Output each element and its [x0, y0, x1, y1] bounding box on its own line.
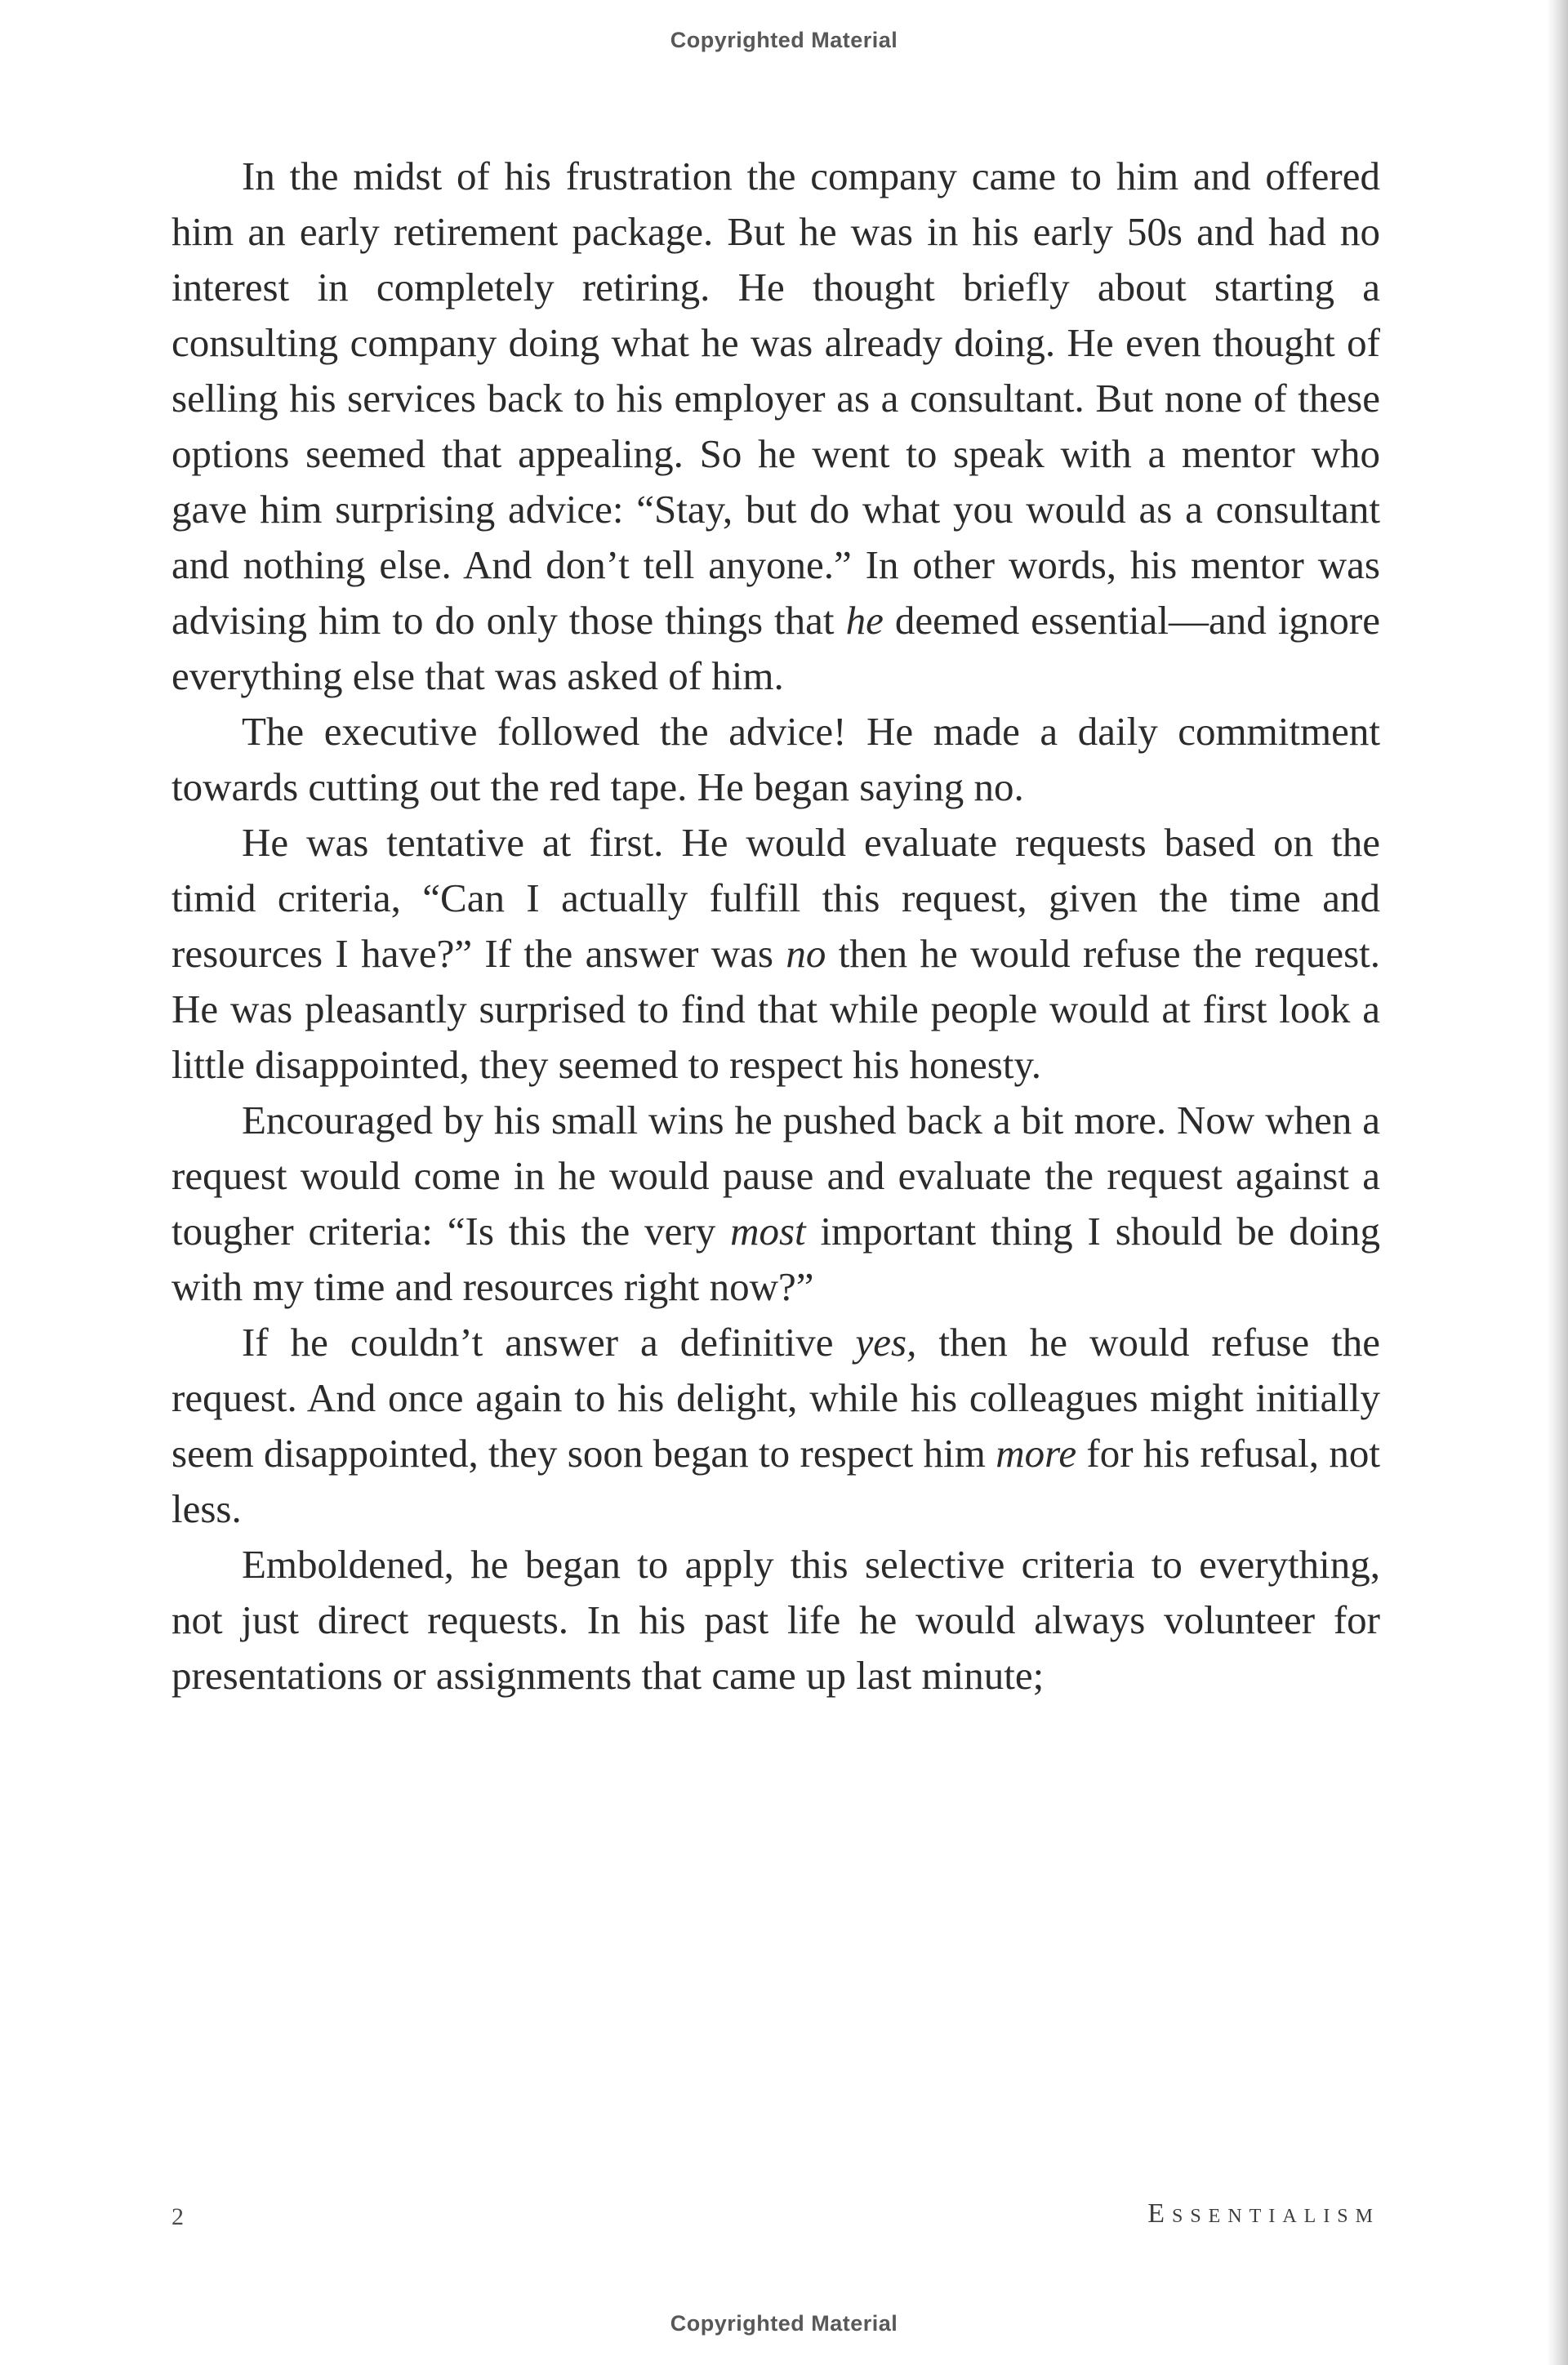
body-text-segment: If he couldn’t answer a definitive — [242, 1320, 856, 1365]
body-text-italic-segment: most — [730, 1209, 806, 1254]
body-paragraph — [172, 815, 1380, 1093]
body-text-segment: deemed essential—and ignore everything else that was asked of him. — [172, 598, 1380, 698]
body-paragraph — [172, 704, 1380, 815]
body-text-segment: then he would refuse the request. He was pleasantly surprised to find that while people would at first look a little disappointed, they seemed to respect his honesty. — [172, 931, 1380, 1087]
body-text-segment: Encouraged by his small wins he pushed back a bit more. Now when a request would come in he would pause and evaluate the request against a tougher criteria: “Is this the very — [172, 1098, 1380, 1254]
body-text-segment: important thing I should be doing with my time and resources right now?” — [172, 1209, 1380, 1309]
body-text-segment: He was tentative at first. He would evaluate requests based on the timid criteria, “Can I actually fulfill this request, given the time and resources I have?” If the answer was — [172, 820, 1380, 976]
body-text-italic-segment: no — [786, 931, 826, 976]
body-text — [172, 149, 1380, 1704]
body-text-italic-segment: more — [996, 1431, 1077, 1476]
body-paragraph — [172, 1315, 1380, 1537]
page-footer — [172, 2198, 1380, 2238]
body-text-italic-segment: he — [845, 598, 884, 643]
body-paragraph — [172, 1093, 1380, 1315]
running-footer-title: Essentialism — [1147, 2198, 1380, 2229]
page-number: 2 — [172, 2203, 184, 2230]
body-paragraph — [172, 1537, 1380, 1704]
page-edge-shadow — [1547, 0, 1568, 2365]
body-paragraph — [172, 149, 1380, 704]
body-text-italic-segment: yes, — [855, 1320, 917, 1365]
body-text-segment: then he would refuse the request. And once again to his delight, while his colleagues might initially seem disappointed, they soon began to respect him — [172, 1320, 1380, 1476]
body-text-segment: for his refusal, not less. — [172, 1431, 1380, 1531]
body-text-segment: The executive followed the advice! He made a daily commitment towards cutting out the red tape. He began saying no. — [172, 709, 1380, 809]
body-text-segment: In the midst of his frustration the company came to him and offered him an early retirement package. But he was in his early 50s and had no interest in completely retiring. He thought briefly about starting a consulting company doing what he was already doing. He even thought of selling his services back to his employer as a consultant. But none of these options seemed that appealing. So he went to speak with a mentor who gave him surprising advice: “Stay, but do what you would as a consultant and nothing else. And don’t tell anyone.” In other words, his mentor was advising him to do only those things that — [172, 154, 1380, 643]
body-text-segment: Emboldened, he began to apply this selective criteria to everything, not just direct requests. In his past life he would always volunteer for presentations or assignments that came up last minute; — [172, 1542, 1380, 1698]
copyright-notice-bottom: Copyrighted Material — [670, 2311, 898, 2336]
copyright-notice-top: Copyrighted Material — [670, 28, 898, 52]
